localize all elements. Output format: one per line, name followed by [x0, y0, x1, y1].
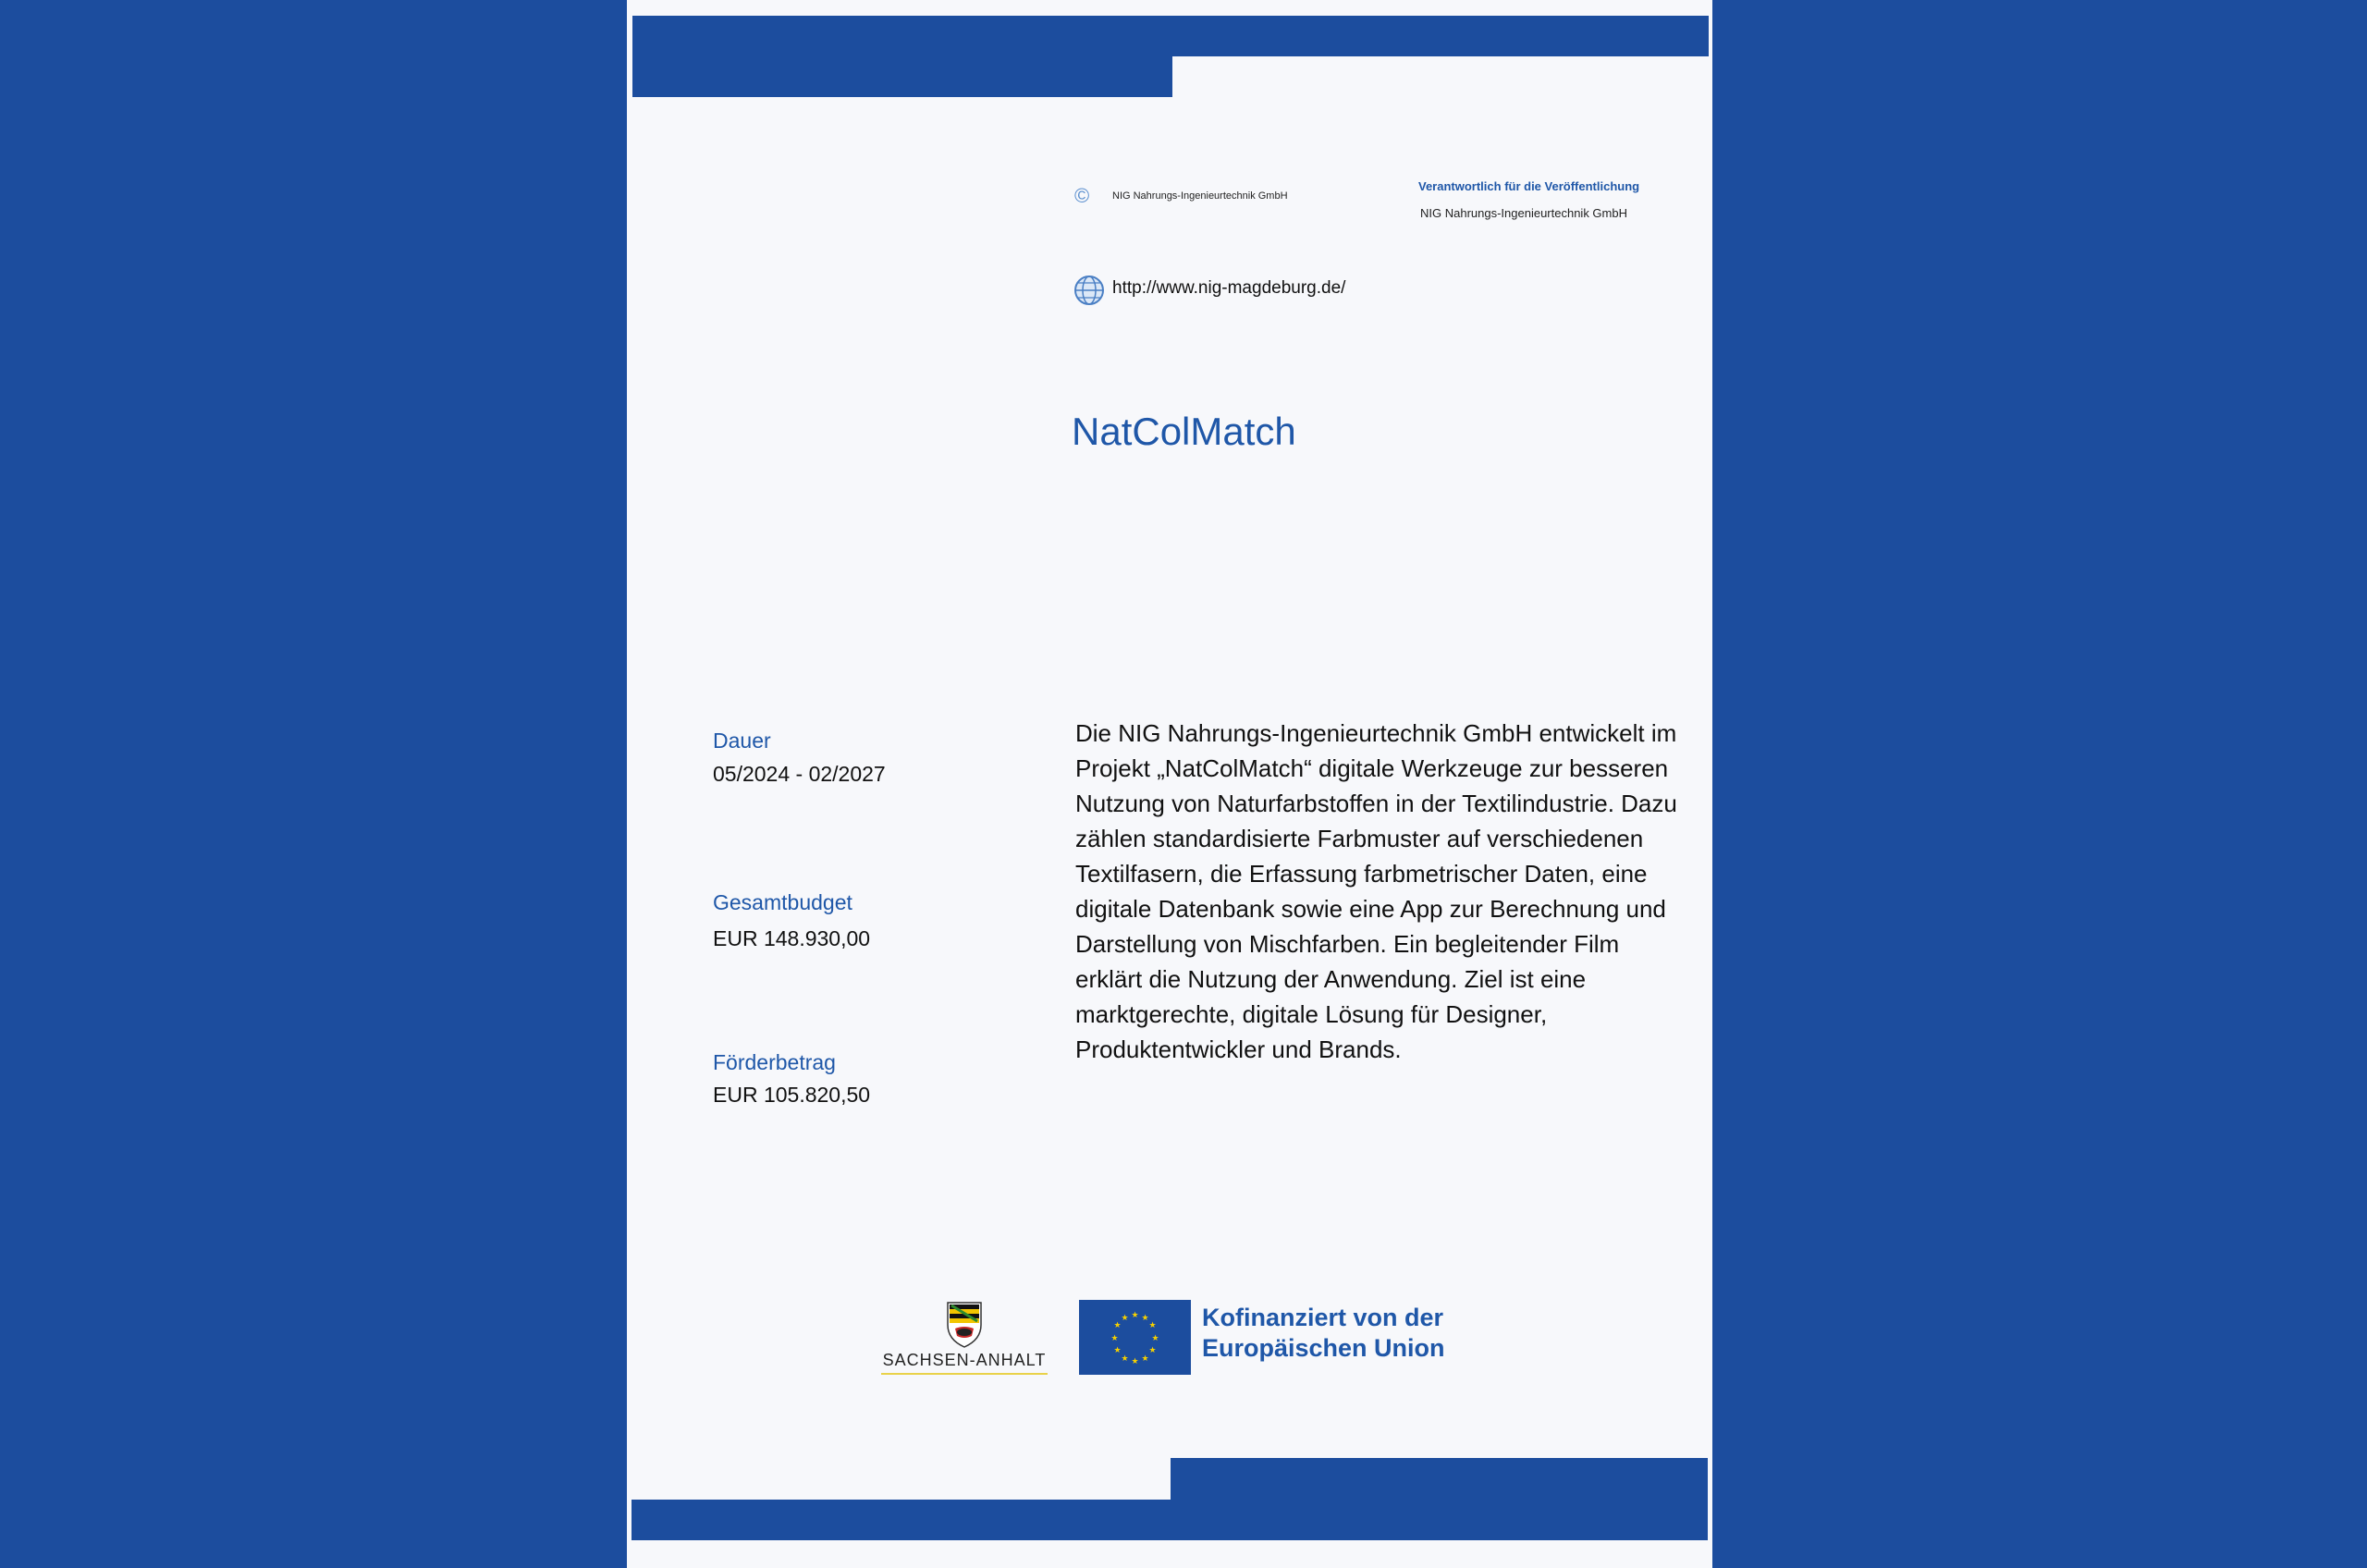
budget-value: EUR 148.930,00 [713, 926, 871, 950]
project-title: NatColMatch [1072, 410, 1296, 453]
svg-text:★: ★ [1131, 1357, 1139, 1366]
svg-text:★: ★ [1141, 1354, 1149, 1364]
duration-value: 05/2024 - 02/2027 [713, 762, 886, 786]
top-blue-band-block [632, 16, 1172, 97]
copyright-icon: © [1074, 184, 1090, 207]
eu-text-line-1: Kofinanziert von der [1202, 1304, 1444, 1331]
funding-value: EUR 105.820,50 [713, 1083, 871, 1107]
budget-label: Gesamtbudget [713, 890, 852, 914]
copyright-holder: NIG Nahrungs-Ingenieurtechnik GmbH [1112, 190, 1288, 202]
funding-label: Förderbetrag [713, 1050, 836, 1074]
svg-text:★: ★ [1151, 1334, 1159, 1343]
svg-text:★: ★ [1121, 1354, 1129, 1364]
project-description: Die NIG Nahrungs-Ingenieurtechnik GmbH entwickelt im Projekt „NatColMatch“ digitale Werkzeuge zur besseren Nutzung von Naturfarbstoffen in der Textilindustrie. Dazu zählen standardisierte Farbmuster auf verschiedenen Textilfasern, die Erfassung farbmetrischer Daten, eine digitale Datenbank sowie eine App zur Berechnung und Darstellung von Mischfarben. Ein begleitender Film erklärt die Nutzung der Anwendung. Ziel ist eine marktgerechte, digitale Lösung für Designer, Produktentwickler und Brands. [1075, 719, 1677, 1063]
state-underline [881, 1373, 1048, 1375]
svg-text:★: ★ [1113, 1321, 1122, 1330]
state-name: SACHSEN-ANHALT [882, 1351, 1047, 1369]
svg-text:★: ★ [1131, 1311, 1139, 1320]
funding-poster [627, 0, 1712, 1568]
eu-flag-icon [1079, 1300, 1191, 1375]
svg-text:★: ★ [1113, 1346, 1122, 1355]
eu-cofunding-text [1202, 1303, 1445, 1364]
svg-text:★: ★ [1148, 1321, 1157, 1330]
responsible-label: Verantwortlich für die Veröffentlichung [1418, 179, 1640, 193]
website-link[interactable]: http://www.nig-magdeburg.de/ [1112, 278, 1346, 298]
eu-text-line-2: Europäischen Union [1202, 1334, 1445, 1362]
duration-label: Dauer [713, 729, 771, 753]
responsible-value: NIG Nahrungs-Ingenieurtechnik GmbH [1420, 206, 1627, 220]
svg-text:★: ★ [1110, 1334, 1119, 1343]
bottom-blue-band-block [1171, 1458, 1708, 1540]
svg-text:★: ★ [1141, 1314, 1149, 1323]
globe-icon [1073, 274, 1106, 307]
svg-text:★: ★ [1121, 1314, 1129, 1323]
svg-text:★: ★ [1148, 1346, 1157, 1355]
